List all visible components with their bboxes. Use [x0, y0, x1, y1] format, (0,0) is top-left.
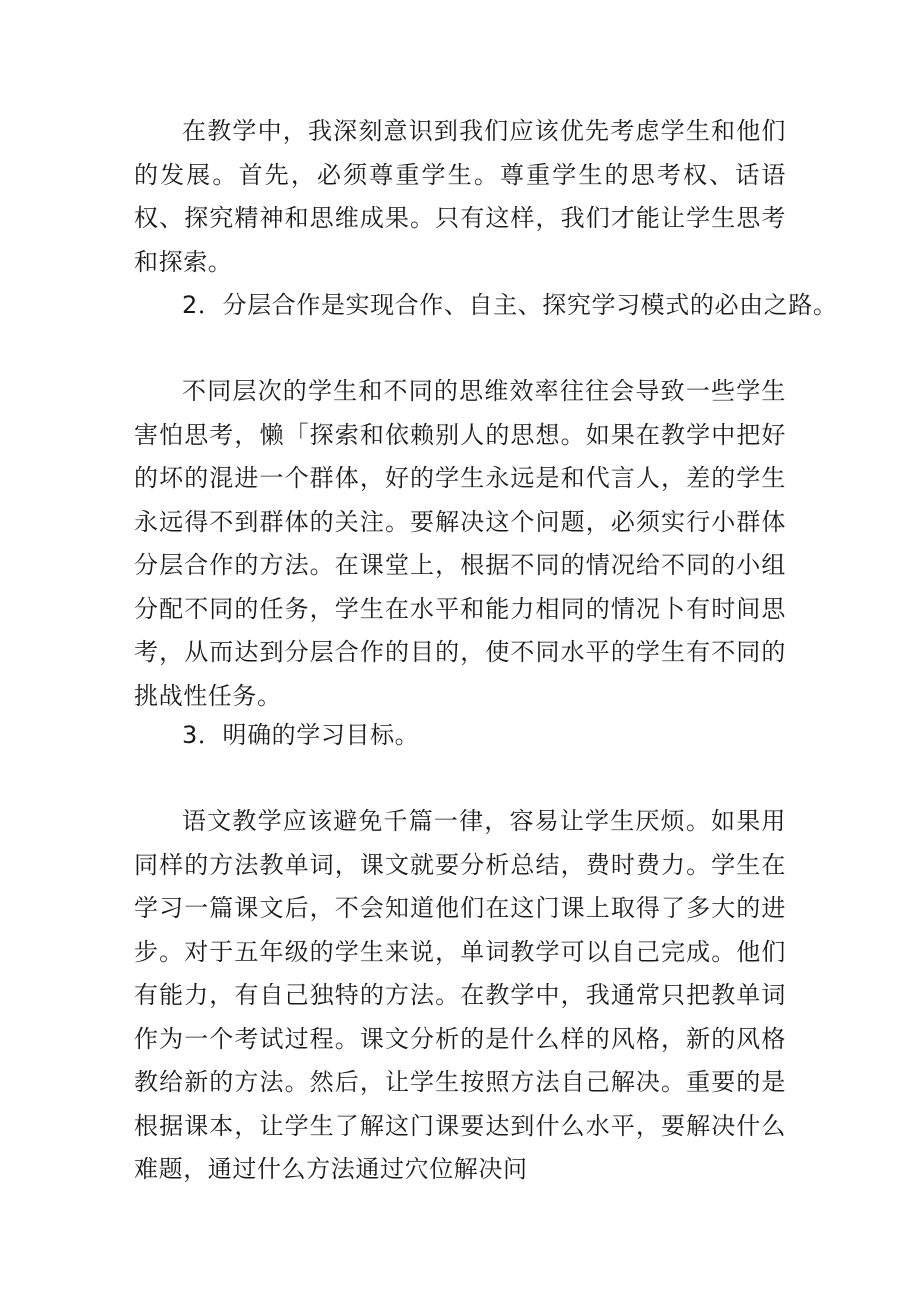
section-heading: 2．分层合作是实现合作、自主、探究学习模式的必由之路。	[182, 291, 838, 319]
body-paragraph: 语文教学应该避免千篇一律，容易让学生厌烦。如果用同样的方法教单词，课文就要分析总结，费时费力。学生在学习一篇课文后，不会知道他们在这门课上取得了多大的进步。对于五年级的学生来说，单词教学可以自己完成。他们有能力，有自己独特的方法。在教学中，我通常只把教单词作为一个考试过程。课文分析的是什么样的风格，新的风格教给新的方法。然后，让学生按照方法自己解决。重要的是根据课本，让学生了解这门课要达到什么水平，要解决什么难题，通过什么方法通过穴位解决问	[134, 807, 786, 1183]
section-heading: 3．明确的学习目标。	[182, 721, 420, 749]
body-paragraph: 在教学中，我深刻意识到我们应该优先考虑学生和他们的发展。首先，必须尊重学生。尊重学生的思考权、话语权、探究精神和思维成果。只有这样，我们才能让学生思考和探索。	[134, 117, 786, 276]
body-paragraph: 不同层次的学生和不同的思维效率往往会导致一些学生害怕思考，懒「探索和依赖别人的思想。如果在教学中把好的坏的混进一个群体，好的学生永远是和代言人，差的学生永远得不到群体的关注。要解决这个问题，必须实行小群体分层合作的方法。在课堂上，根据不同的情况给不同的小组分配不同的任务，学生在水平和能力相同的情况卜有时间思考，从而达到分层合作的目的，使不同水平的学生有不同的挑战性任务。	[134, 377, 786, 710]
